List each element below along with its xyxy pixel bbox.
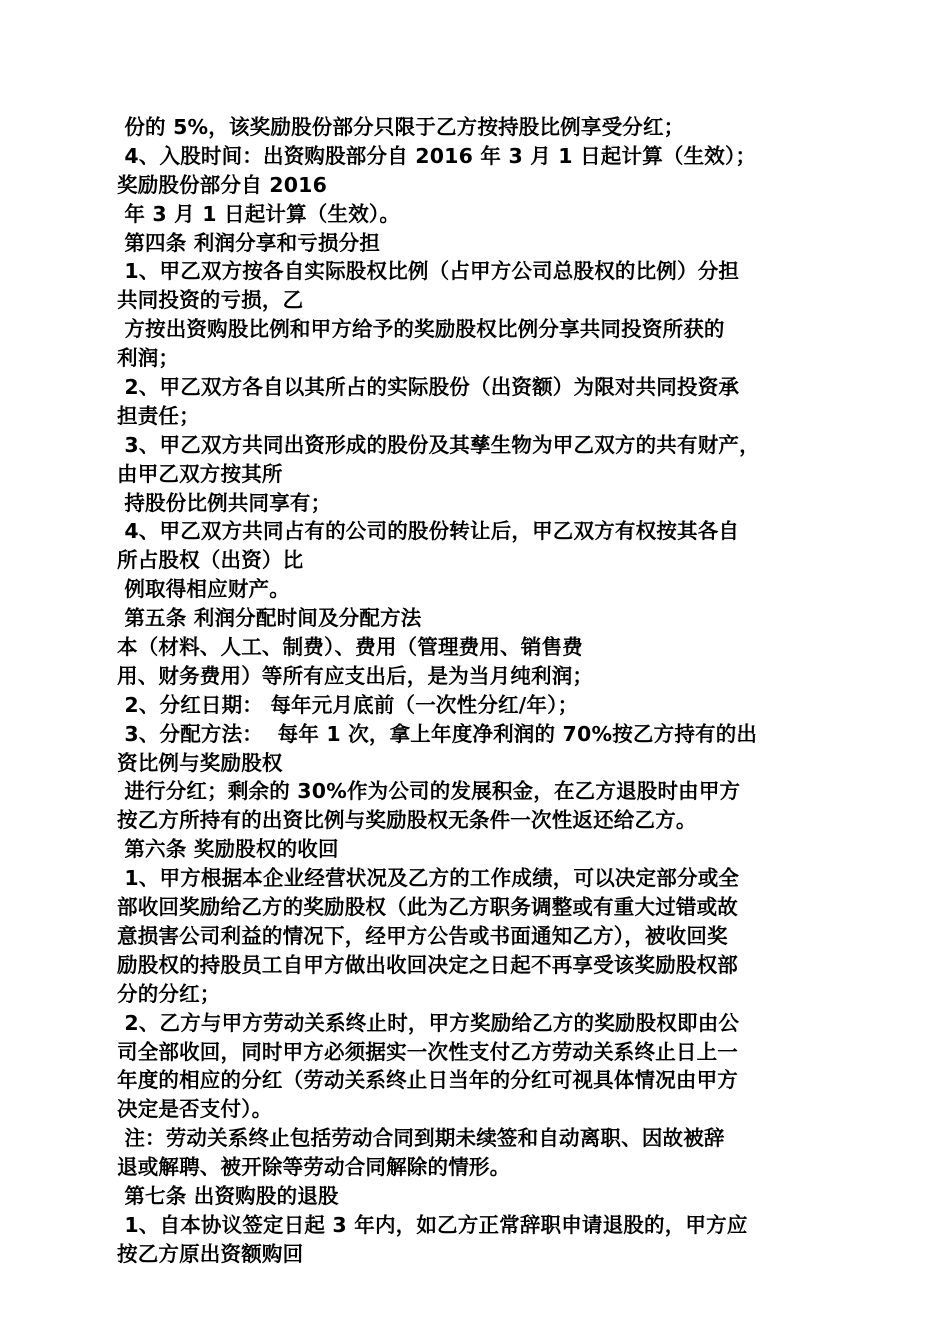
text-line: 励股权的持股员工自甲方做出收回决定之日起不再享受该奖励股权部 (117, 952, 738, 977)
text-line: 例取得相应财产。 (117, 577, 290, 602)
text-line: 按乙方所持有的出资比例与奖励股权无条件一次性返还给乙方。 (117, 808, 697, 833)
text-line: 决定是否支付）。 (117, 1097, 273, 1122)
section-heading: 第七条 出资购股的退股 (117, 1183, 339, 1208)
text-line: 2、乙方与甲方劳动关系终止时，甲方奖励给乙方的奖励股权即由公 (117, 1010, 740, 1035)
text-line: 利润； (117, 346, 180, 371)
text-line: 2、分红日期： 每年元月底前（一次性分红/年）； (117, 692, 579, 717)
text-line: 2、甲乙双方各自以其所占的实际股份（出资额）为限对共同投资承 (117, 375, 740, 400)
text-line: 奖励股份部分自 2016 (117, 172, 328, 197)
text-line: 份的 5%，该奖励股份部分只限于乙方按持股比例享受分红； (117, 115, 685, 139)
text-line: 进行分红；剩余的 30%作为公司的发展积金，在乙方退股时由甲方 (117, 779, 741, 804)
text-line: 由甲乙双方按其所 (117, 461, 283, 486)
document-body (117, 113, 837, 1269)
text-line: 司全部收回，同时甲方必须据实一次性支付乙方劳动关系终止日上一 (117, 1039, 738, 1064)
text-line: 退或解聘、被开除等劳动合同解除的情形。 (117, 1155, 511, 1180)
section-heading: 第六条 奖励股权的收回 (117, 837, 339, 862)
text-line: 4、入股时间：出资购股部分自 2016 年 3 月 1 日起计算（生效）； (117, 143, 757, 168)
text-line: 部收回奖励给乙方的奖励股权（此为乙方职务调整或有重大过错或故 (117, 895, 738, 920)
text-line: 所占股权（出资）比 (117, 548, 304, 573)
text-line: 年 3 月 1 日起计算（生效）。 (117, 201, 401, 226)
text-line: 4、甲乙双方共同占有的公司的股份转让后，甲乙双方有权按其各自 (117, 519, 740, 544)
section-heading: 第五条 利润分配时间及分配方法 (117, 606, 422, 631)
text-line: 按乙方原出资额购回 (117, 1241, 304, 1266)
text-line: 意损害公司利益的情况下，经甲方公告或书面通知乙方），被收回奖 (117, 923, 728, 948)
text-line: 年度的相应的分红（劳动关系终止日当年的分红可视具体情况由甲方 (117, 1068, 738, 1093)
text-line: 1、甲乙双方按各自实际股权比例（占甲方公司总股权的比例）分担 (117, 259, 740, 284)
text-line: 担责任； (117, 403, 200, 428)
text-line: 方按出资购股比例和甲方给予的奖励股权比例分享共同投资所获的 (117, 317, 725, 342)
text-line: 注：劳动关系终止包括劳动合同到期未续签和自动离职、因故被辞 (117, 1126, 725, 1151)
text-line: 用、财务费用）等所有应支出后，是为当月纯利润； (117, 663, 594, 688)
text-line: 共同投资的亏损，乙 (117, 288, 304, 313)
text-line: 持股份比例共同享有； (117, 490, 332, 515)
text-line: 3、甲乙双方共同出资形成的股份及其孳生物为甲乙双方的共有财产， (117, 432, 760, 457)
text-line: 资比例与奖励股权 (117, 750, 283, 775)
section-heading: 第四条 利润分享和亏损分担 (117, 230, 381, 255)
text-line: 分的分红； (117, 981, 221, 1006)
text-line: 3、分配方法： 每年 1 次，拿上年度净利润的 70%按乙方持有的出 (117, 721, 758, 746)
text-line: 1、甲方根据本企业经营状况及乙方的工作成绩，可以决定部分或全 (117, 866, 740, 891)
text-line: 本（材料、人工、制费）、费用（管理费用、销售费 (117, 635, 583, 660)
text-line: 1、自本协议签定日起 3 年内，如乙方正常辞职申请退股的，甲方应 (117, 1212, 748, 1237)
